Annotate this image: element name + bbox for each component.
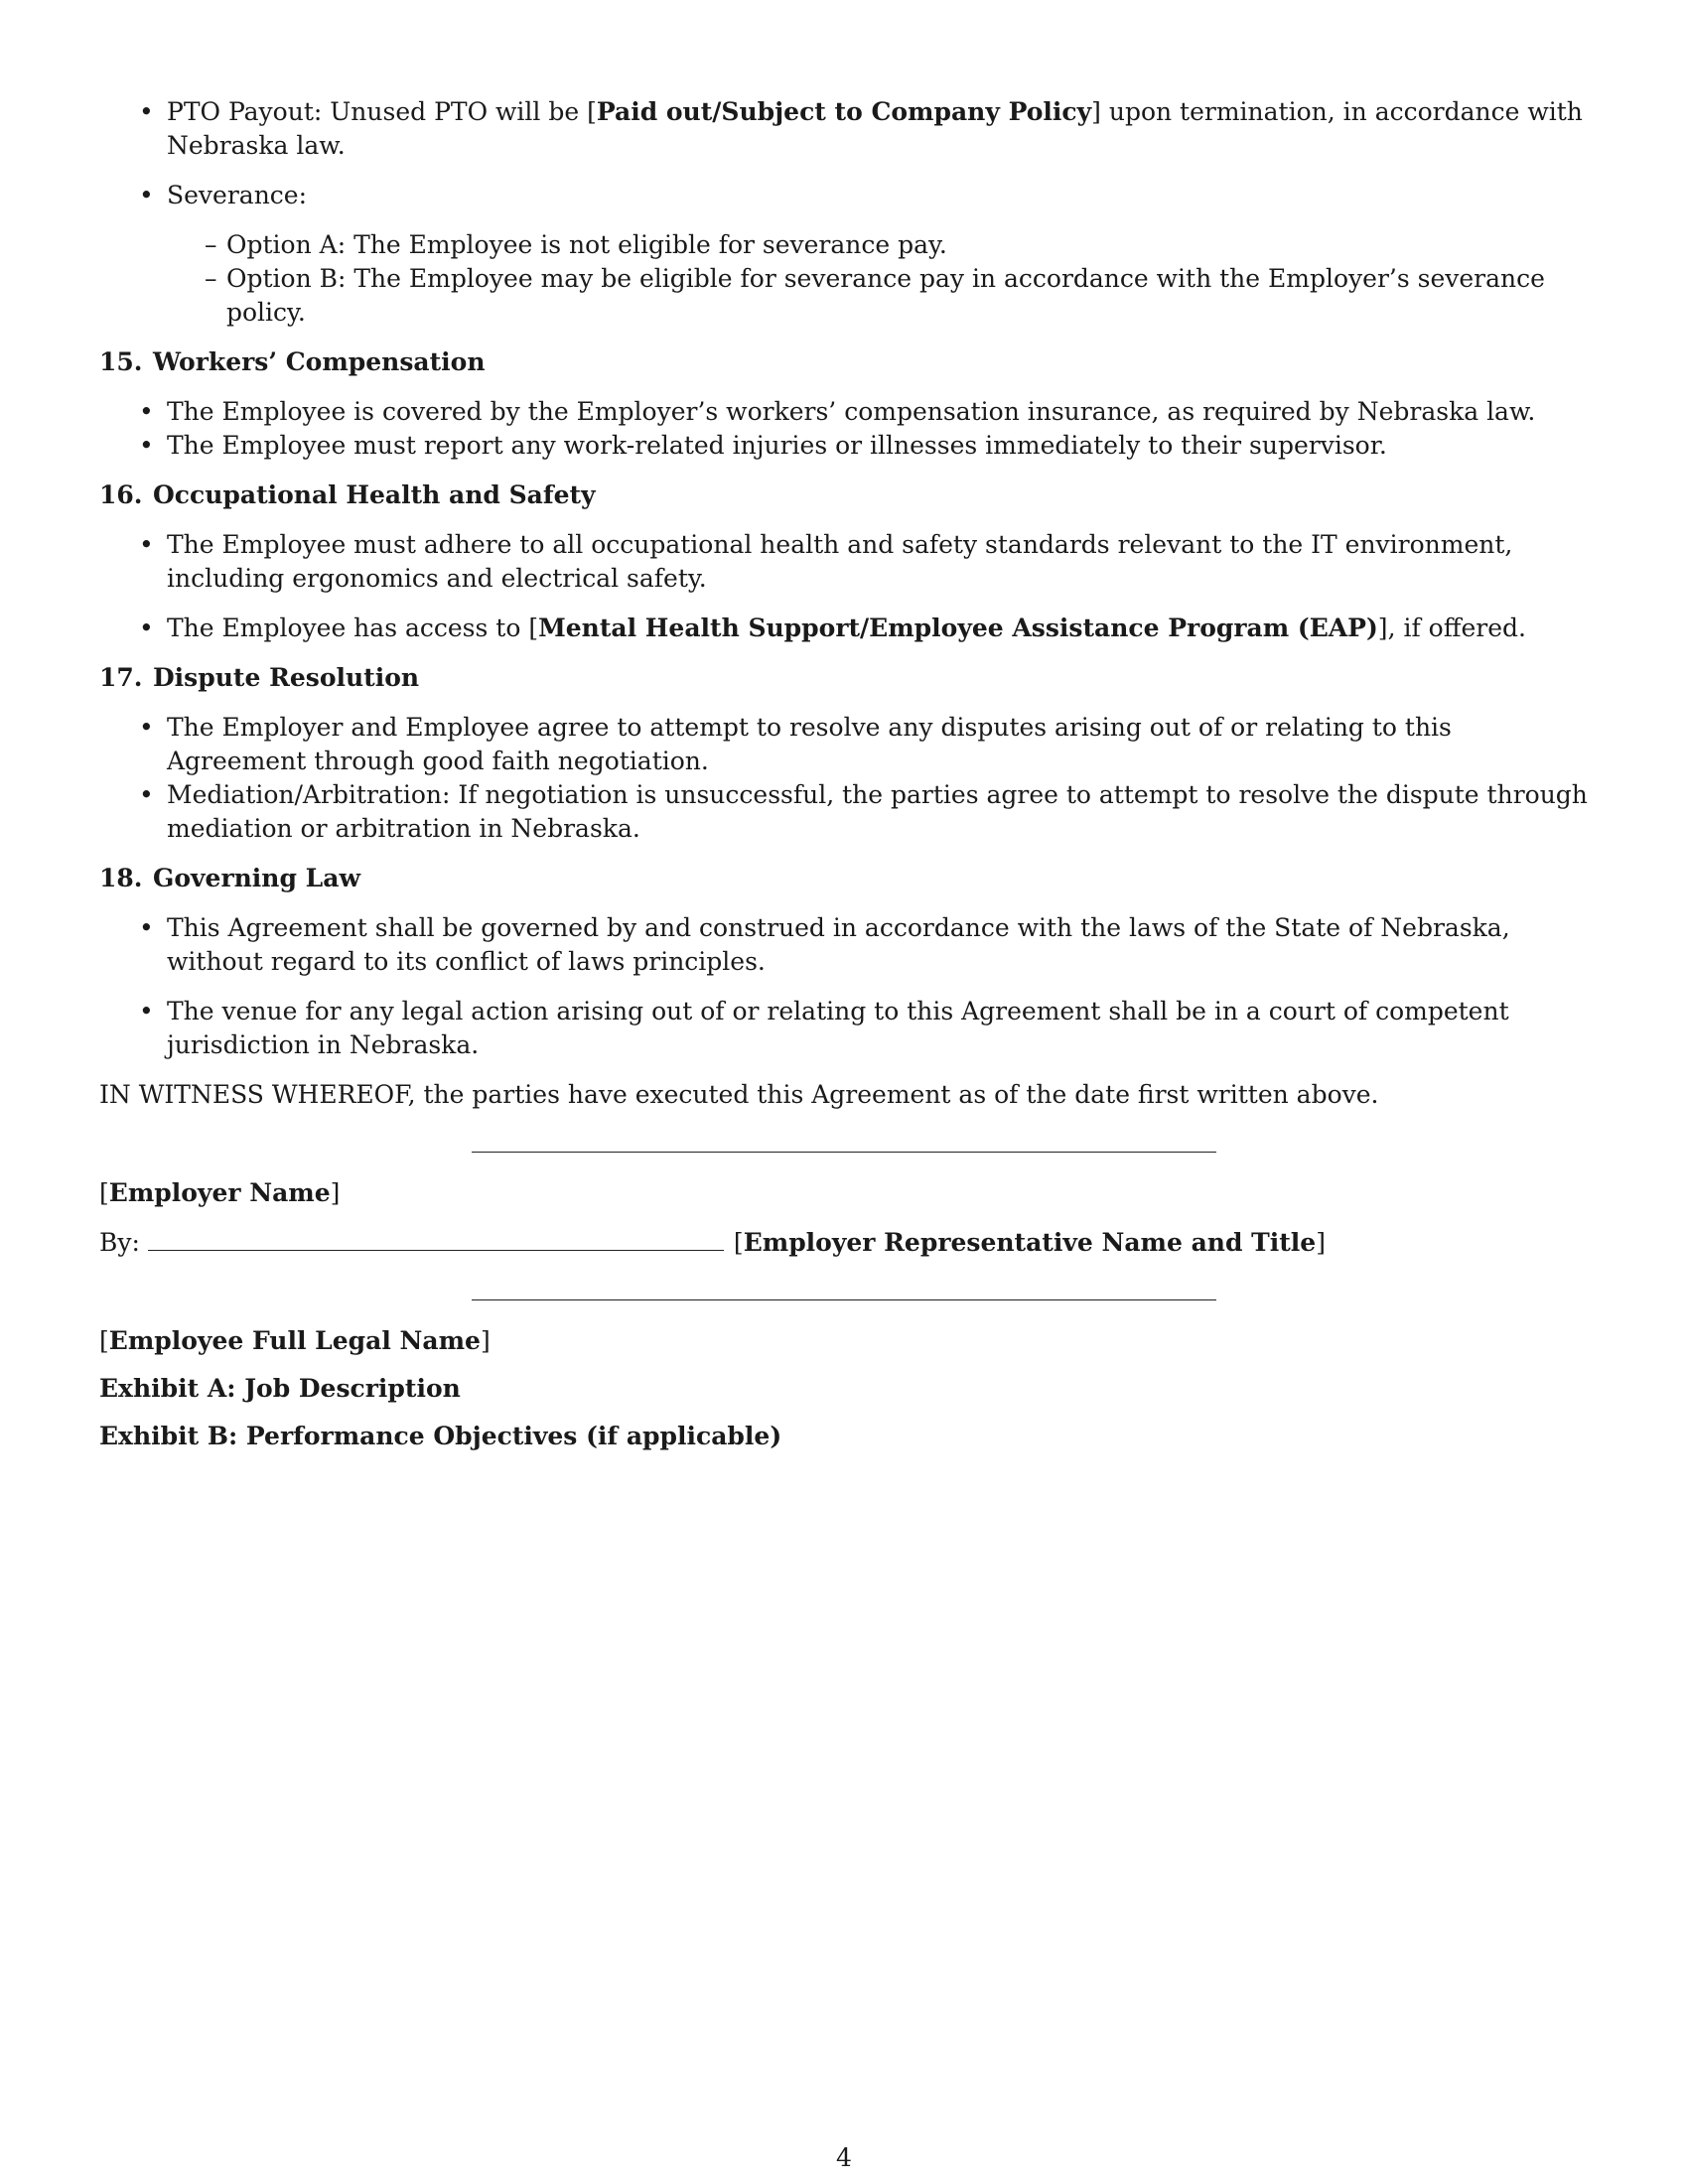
employee-name: [Employee Full Legal Name] [99,1326,491,1355]
employer-name: [Employer Name] [99,1178,341,1207]
pto-text-start: PTO Payout: Unused PTO will be [167,97,588,126]
section-title: Workers’ Compensation [153,347,486,376]
section-title: Governing Law [153,864,360,892]
eap-text-end: , if offered. [1387,614,1526,642]
pto-placeholder: Paid out/Subject to Company Policy [596,97,1092,126]
section-number: 16. [99,480,143,509]
section-heading-18 [99,862,1589,895]
pto-text-end: upon termination, in accordance with Nebraska law. [167,97,1583,160]
section-15-list [99,395,1589,463]
employee-name-placeholder: Employee Full Legal Name [108,1326,481,1355]
list-item: • The Employee must report any work-related injuries or illnesses immediately to their supervisor. [99,429,1589,463]
section-number: 17. [99,663,143,692]
section-title: Dispute Resolution [153,663,420,692]
section-heading-17 [99,661,1589,695]
section-title: Occupational Health and Safety [153,480,596,509]
severance-item [99,179,1589,330]
list-item: • The Employee must adhere to all occupational health and safety standards relevant to the IT environment, including ergonomics and electrical safety. [99,528,1589,596]
severance-label: Severance: [167,181,308,209]
exhibit-a: Exhibit A: Job Description [99,1374,461,1403]
severance-options [167,228,1589,330]
termination-list [99,95,1589,330]
employee-signature-line [472,1299,1216,1300]
by-label: By: [99,1228,140,1257]
document-page [99,95,1589,1453]
section-heading-16 [99,478,1589,512]
employer-signature-line [472,1152,1216,1153]
employer-rep-placeholder: Employer Representative Name and Title [743,1228,1317,1257]
list-item: • The Employee has access to [Mental Health Support/Employee Assistance Program (EAP)], if offered. [99,612,1589,645]
list-item: • The Employer and Employee agree to attempt to resolve any disputes arising out of or relating to this Agreement through good faith negotiation. [99,711,1589,778]
section-heading-15 [99,345,1589,379]
section-16-list [99,528,1589,645]
exhibit-b: Exhibit B: Performance Objectives (if applicable) [99,1422,782,1450]
witness-statement: IN WITNESS WHEREOF, the parties have executed this Agreement as of the date first written above. [99,1080,1379,1109]
employer-name-placeholder: Employer Name [108,1178,331,1207]
eap-text-start: The Employee has access to [167,614,529,642]
section-number: 18. [99,864,143,892]
list-item: • This Agreement shall be governed by and construed in accordance with the laws of the State of Nebraska, without regard to its conflict of laws principles. [99,911,1589,979]
severance-option-b: – Option B: The Employee may be eligible for severance pay in accordance with the Employer’s severance policy. [167,262,1589,330]
employer-by-row: By: [Employer Representative Name and Title] [99,1228,1326,1257]
list-item: • The venue for any legal action arising out of or relating to this Agreement shall be in a court of competent jurisdiction in Nebraska. [99,995,1589,1062]
page-number: 4 [836,2143,852,2172]
severance-option-a: – Option A: The Employee is not eligible for severance pay. [167,228,1589,262]
pto-payout-item: • PTO Payout: Unused PTO will be [Paid out/Subject to Company Policy] upon termination, in accordance with Nebraska law. [99,95,1589,163]
list-item: • The Employee is covered by the Employer’s workers’ compensation insurance, as required by Nebraska law. [99,395,1589,429]
eap-placeholder: Mental Health Support/Employee Assistance Program (EAP) [538,614,1378,642]
section-number: 15. [99,347,143,376]
section-18-list [99,911,1589,1062]
by-signature-line [148,1228,724,1251]
list-item: • Mediation/Arbitration: If negotiation is unsuccessful, the parties agree to attempt to resolve the dispute through mediation or arbitration in Nebraska. [99,778,1589,846]
section-17-list [99,711,1589,846]
